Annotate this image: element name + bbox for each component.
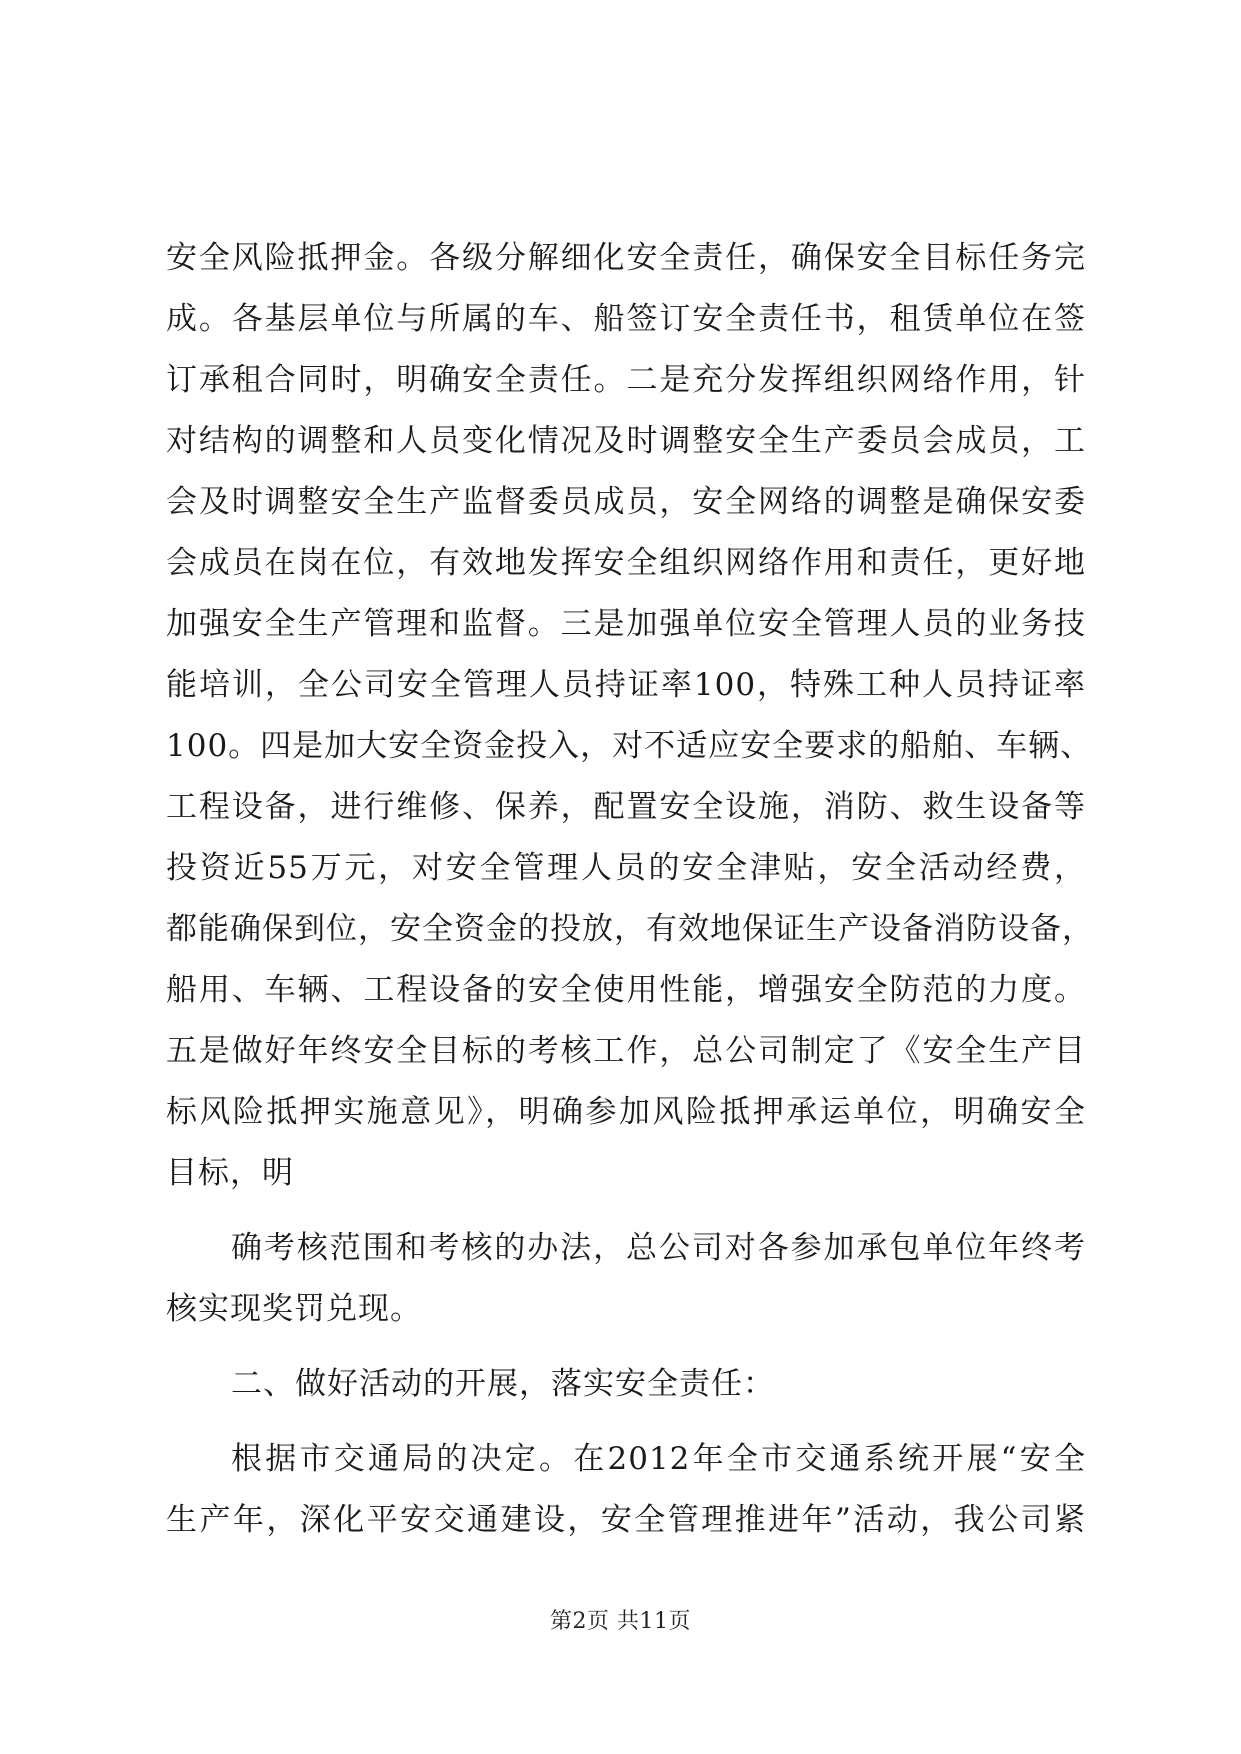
paragraph-2 xyxy=(166,1218,1086,1340)
paragraph-1 xyxy=(166,228,1094,1204)
text-line: 根据市交通局的决定。在2012年全市交通系统开展“安全 xyxy=(231,1441,1086,1477)
text-line: 100。四是加大安全资金投入，对不适应安全要求的船舶、车辆、 xyxy=(166,728,1093,764)
text-line: 订承租合同时，明确安全责任。二是充分发挥组织网络作用，针 xyxy=(166,362,1086,398)
text-line: 会成员在岗在位，有效地发挥安全组织网络作用和责任，更好地 xyxy=(166,545,1086,581)
text-line: 标风险抵押实施意见》，明确参加风险抵押承运单位，明确安全 xyxy=(166,1094,1086,1130)
text-line: 核实现奖罚兑现。 xyxy=(166,1291,422,1327)
text-line: 投资近55万元，对安全管理人员的安全津贴，安全活动经费， xyxy=(166,850,1086,886)
text-line: 对结构的调整和人员变化情况及时调整安全生产委员会成员，工 xyxy=(166,423,1086,459)
text-line: 五是做好年终安全目标的考核工作，总公司制定了《安全生产目 xyxy=(166,1033,1086,1069)
text-line: 目标，明 xyxy=(166,1155,294,1191)
text-line: 安全风险抵押金。各级分解细化安全责任，确保安全目标任务完 xyxy=(166,240,1086,276)
text-line: 船用、车辆、工程设备的安全使用性能，增强安全防范的力度。 xyxy=(166,972,1086,1008)
text-line: 加强安全生产管理和监督。三是加强单位安全管理人员的业务技 xyxy=(166,606,1086,642)
body-text xyxy=(166,228,1094,1551)
text-line: 都能确保到位，安全资金的投放，有效地保证生产设备消防设备， xyxy=(166,911,1094,947)
section-heading: 二、做好活动的开展，落实安全责任： xyxy=(231,1366,775,1402)
text-line: 生产年，深化平安交通建设，安全管理推进年”活动，我公司紧 xyxy=(166,1502,1086,1538)
text-line: 会及时调整安全生产监督委员成员，安全网络的调整是确保安委 xyxy=(166,484,1086,520)
text-line: 成。各基层单位与所属的车、船签订安全责任书，租赁单位在签 xyxy=(166,301,1086,337)
text-line: 工程设备，进行维修、保养，配置安全设施，消防、救生设备等 xyxy=(166,789,1086,825)
text-line: 确考核范围和考核的办法，总公司对各参加承包单位年终考 xyxy=(231,1230,1086,1266)
text-line: 能培训，全公司安全管理人员持证率100，特殊工种人员持证率 xyxy=(166,667,1086,703)
page-number-footer: 第2页 共11页 xyxy=(550,1609,691,1634)
paragraph-3 xyxy=(166,1429,1086,1551)
